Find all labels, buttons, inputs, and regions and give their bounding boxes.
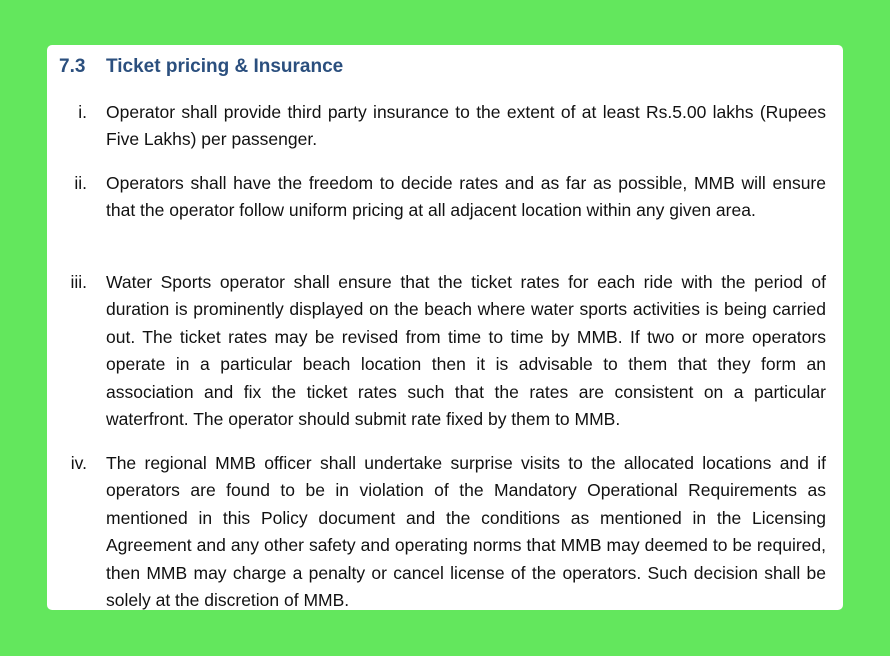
section-heading	[59, 56, 343, 78]
list-item-marker: ii.	[74, 173, 87, 193]
section-title: Ticket pricing & Insurance	[106, 56, 344, 77]
list-item-text: Water Sports operator shall ensure that the ticket rates for each ride with the period of duration is prominently displayed on the beach where water sports activities is being carried out. The ticket rates may be revised from time to time by MMB. If two or more operators operate in a particular beach location then it is advisable to them that they form an association and fix the ticket rates such that the rates are consistent on a particular waterfront. The operator should submit rate fixed by them to MMB.	[106, 272, 826, 430]
section-number: 7.3	[59, 56, 86, 77]
list-item-marker: i.	[78, 102, 87, 122]
document-page	[47, 45, 843, 610]
list-item-text: Operators shall have the freedom to decide rates and as far as possible, MMB will ensure that the operator follow uniform pricing at all adjacent location within any given area.	[106, 173, 826, 221]
list-item-marker: iii.	[70, 272, 87, 292]
list-item-text: The regional MMB officer shall undertake surprise visits to the allocated locations and if operators are found to be in violation of the Mandatory Operational Requirements as mentioned in this Policy document and the conditions as mentioned in the Licensing Agreement and any other safety and operating norms that MMB may deemed to be required, then MMB may charge a penalty or cancel license of the operators. Such decision shall be solely at the discretion of MMB.	[106, 453, 826, 610]
list-item-text: Operator shall provide third party insurance to the extent of at least Rs.5.00 lakhs (Rupees Five Lakhs) per passenger.	[106, 102, 826, 150]
list-item-marker: iv.	[70, 453, 87, 473]
